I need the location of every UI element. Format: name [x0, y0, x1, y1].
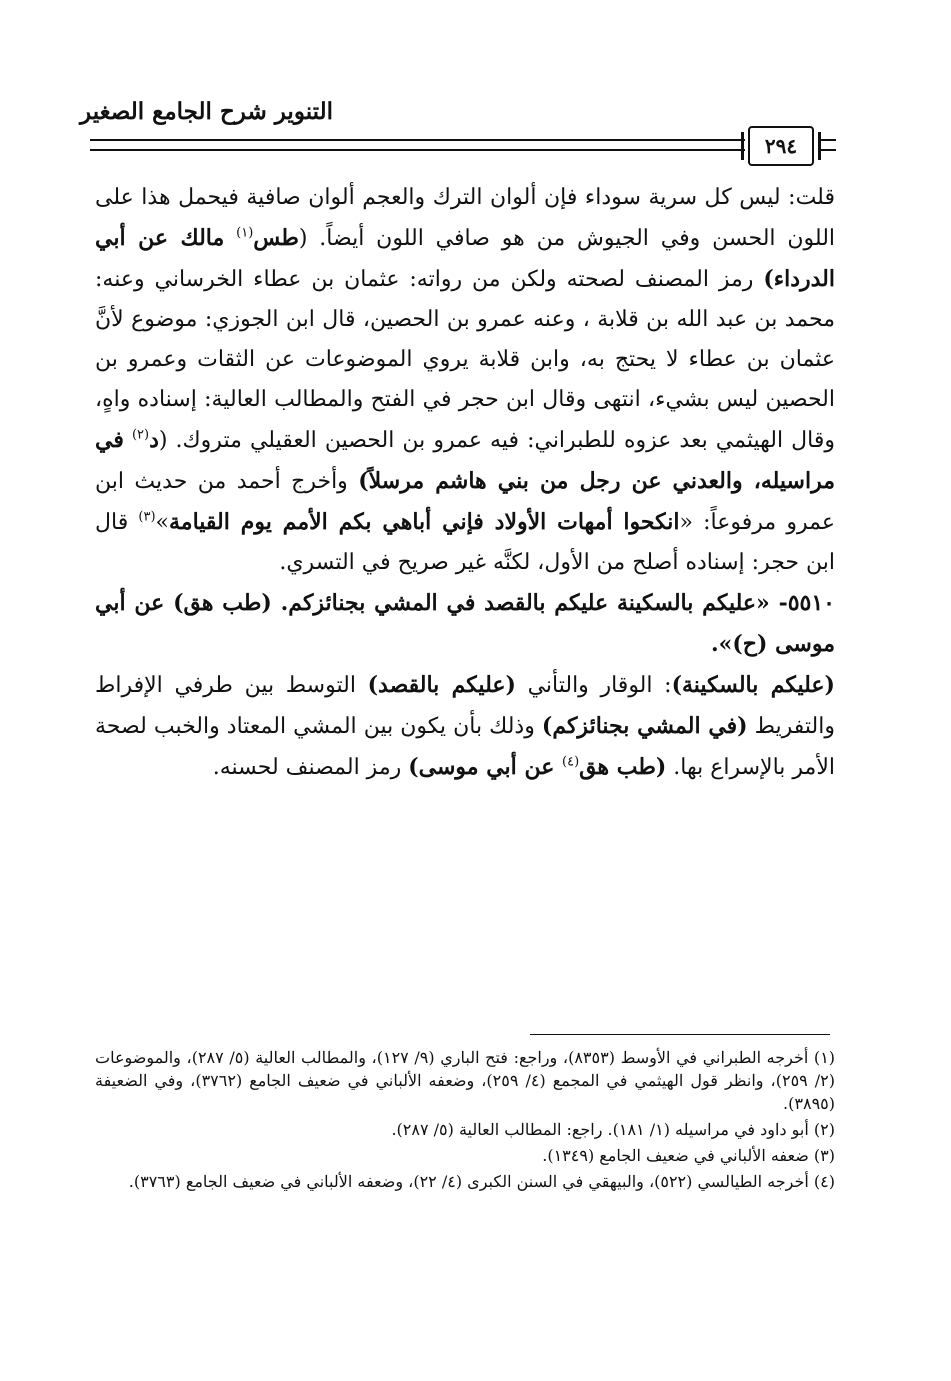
footnote-3: (٣) ضعفه الألباني في ضعيف الجامع (١٣٤٩).: [542, 1146, 835, 1165]
main-text: [95, 178, 835, 788]
text-run: »: [155, 510, 169, 535]
footnote-ref-1: (١): [236, 225, 254, 241]
source-symbol: د: [149, 427, 159, 453]
source-attribution: عن أبي موسى): [408, 754, 562, 780]
footnote-1: (١) أخرجه الطبراني في الأوسط (٨٣٥٣)، وراجع: فتح الباري (٩/ ١٢٧)، والمطالب العالية (٥/ ٢٨٧)، والموضوعات (٢/ ٢٥٩)، وانظر قول الهيثمي في المجمع (٤/ ٢٥٩)، وضعفه الألباني في ضعيف الجامع (٣٧٦٢)، وفي الضعيفة (٣٨٩٥).: [95, 1048, 836, 1113]
text-run: [124, 428, 132, 453]
running-title: التنوير شرح الجامع الصغير: [80, 98, 333, 125]
text-run: : الوقار والتأني: [515, 673, 672, 698]
text-run: وأخرج أحمد من حديث ابن عمرو مرفوعاً: «: [95, 469, 835, 535]
text-run: قلت: ليس كل سرية سوداء فإن ألوان الترك والعجم ألوان صافية فيحمل هذا على اللون الحسن وفي الجيوش من هو صافي اللون أيضاً. (: [95, 185, 836, 251]
source-symbol: (طب هق: [579, 754, 667, 780]
footnote-ref-4: (٤): [562, 754, 580, 770]
text-run: رمز المصنف لحسنه.: [212, 755, 409, 780]
commentary-paragraph-2: [95, 665, 835, 788]
text-run: [224, 226, 236, 251]
hadith-phrase: (عليكم بالسكينة): [671, 672, 835, 698]
text-run: التوسط بين طرفي الإفراط والتفريط: [95, 673, 835, 739]
text-run: رمز المصنف لصحته ولكن من رواته: عثمان بن عطاء الخرساني وعنه: محمد بن عبد الله بن قلابة ، وعنه عمرو بن الحصين، قال ابن الجوزي: موضوع لأنَّ عثمان بن عطاء لا يحتج به، وابن قلابة يروي الموضوعات عن الثقات وعمرو بن الحصين ليس بشيء، انتهى وقال ابن حجر في الفتح والمطالب العالية: إسناده واهٍ، وقال الهيثمي بعد عزوه للطبراني: فيه عمرو بن الحصين العقيلي متروك. (: [95, 267, 835, 453]
page-number-ornament: [818, 139, 836, 151]
page-number: ٢٩٤: [748, 126, 814, 166]
footnote-2: (٢) أبو داود في مراسيله (١/ ١٨١). راجع: المطالب العالية (٥/ ٢٨٧).: [391, 1120, 835, 1139]
commentary-paragraph-1: [95, 178, 835, 583]
footnote-4: (٤) أخرجه الطيالسي (٥٢٢)، والبيهقي في السنن الكبرى (٤/ ٢٢)، وضعفه الألباني في ضعيف الجامع (٣٧٦٣).: [128, 1172, 835, 1191]
footnote-ref-2: (٢): [131, 427, 150, 443]
text-run: قال ابن حجر: إسناده أصلح من الأول، لكنَّه غير صريح في التسري.: [95, 510, 835, 575]
hadith-phrase: (عليكم بالقصد): [367, 672, 516, 698]
quoted-hadith: انكحوا أمهات الأولاد فإني أباهي بكم الأمم يوم القيامة: [169, 509, 680, 535]
text-run: وذلك بأن يكون بين المشي المعتاد والخبب لصحة الأمر بالإسراع بها.: [95, 714, 835, 780]
header-rule-bottom: [90, 149, 745, 151]
source-attribution: في مراسيله، والعدني عن رجل من بني هاشم مرسلاً): [95, 427, 835, 494]
footnotes: [95, 1046, 835, 1196]
footnote-separator: [530, 1034, 830, 1035]
hadith-text: ٥٥١٠- «عليكم بالسكينة عليكم بالقصد في المشي بجنائزكم. (طب هق) عن أبي موسى (ح)».: [95, 590, 835, 657]
header-rule-top: [90, 139, 745, 141]
source-symbol: طس: [253, 225, 299, 251]
hadith-phrase: (في المشي بجنائزكم): [541, 713, 748, 739]
source-attribution: مالك عن أبي الدرداء): [95, 225, 835, 292]
hadith-entry: [95, 583, 835, 665]
footnote-ref-3: (٣): [138, 509, 156, 525]
